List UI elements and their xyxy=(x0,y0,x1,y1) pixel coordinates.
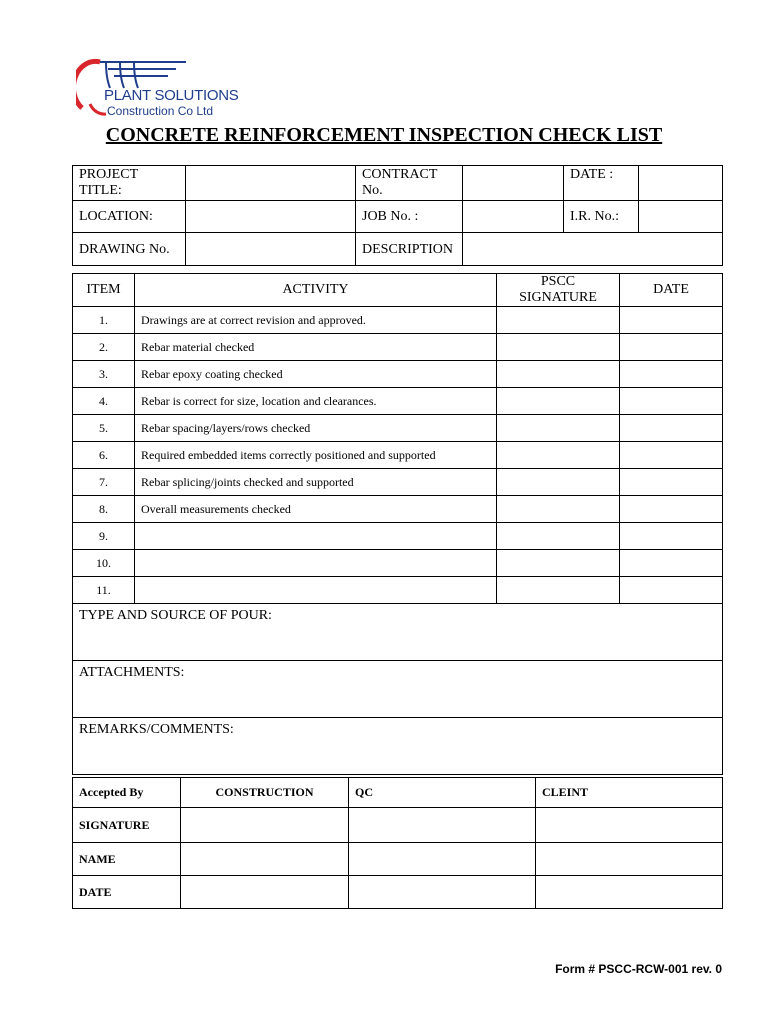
ir-no-label: I.R. No.: xyxy=(564,201,639,233)
signature-cell[interactable] xyxy=(497,469,620,496)
drawing-no-field[interactable] xyxy=(186,233,356,266)
signature-cell[interactable] xyxy=(497,523,620,550)
qc-name-field[interactable] xyxy=(349,843,536,876)
contract-no-field[interactable] xyxy=(463,166,564,201)
signature-cell[interactable] xyxy=(497,334,620,361)
date-cell[interactable] xyxy=(620,469,723,496)
date-field[interactable] xyxy=(639,166,723,201)
signature-label: SIGNATURE xyxy=(73,808,181,843)
qc-signature-field[interactable] xyxy=(349,808,536,843)
table-row xyxy=(73,523,723,550)
checklist-table xyxy=(72,273,723,775)
item-number: 11. xyxy=(73,577,135,604)
project-title-field[interactable] xyxy=(186,166,356,201)
project-title-label: PROJECT TITLE: xyxy=(73,166,186,201)
item-number: 9. xyxy=(73,523,135,550)
contract-no-label: CONTRACT No. xyxy=(356,166,463,201)
item-number: 2. xyxy=(73,334,135,361)
signature-cell[interactable] xyxy=(497,307,620,334)
date-cell[interactable] xyxy=(620,442,723,469)
job-no-label: JOB No. : xyxy=(356,201,463,233)
location-field[interactable] xyxy=(186,201,356,233)
qc-header: QC xyxy=(349,778,536,808)
signature-cell[interactable] xyxy=(497,550,620,577)
location-label: LOCATION: xyxy=(73,201,186,233)
item-number: 10. xyxy=(73,550,135,577)
item-number: 7. xyxy=(73,469,135,496)
item-number: 8. xyxy=(73,496,135,523)
attachments-field[interactable]: ATTACHMENTS: xyxy=(73,661,723,718)
date-cell[interactable] xyxy=(620,307,723,334)
item-number: 1. xyxy=(73,307,135,334)
activity-text: Required embedded items correctly positioned and supported xyxy=(135,442,497,469)
activity-text: Rebar splicing/joints checked and supported xyxy=(135,469,497,496)
date-cell[interactable] xyxy=(620,496,723,523)
table-row xyxy=(73,361,723,388)
item-number: 4. xyxy=(73,388,135,415)
date-cell[interactable] xyxy=(620,550,723,577)
accepted-by-label: Accepted By xyxy=(73,778,181,808)
project-info-table xyxy=(72,165,723,266)
item-number: 3. xyxy=(73,361,135,388)
activity-text: Drawings are at correct revision and approved. xyxy=(135,307,497,334)
construction-signature-field[interactable] xyxy=(181,808,349,843)
drawing-no-label: DRAWING No. xyxy=(73,233,186,266)
signature-cell[interactable] xyxy=(497,361,620,388)
item-number: 6. xyxy=(73,442,135,469)
job-no-field[interactable] xyxy=(463,201,564,233)
date-label: DATE : xyxy=(564,166,639,201)
construction-name-field[interactable] xyxy=(181,843,349,876)
client-header: CLEINT xyxy=(536,778,723,808)
acceptance-table xyxy=(72,777,723,909)
activity-text[interactable] xyxy=(135,577,497,604)
type-source-of-pour-field[interactable]: TYPE AND SOURCE OF POUR: xyxy=(73,604,723,661)
date-cell[interactable] xyxy=(620,523,723,550)
construction-header: CONSTRUCTION xyxy=(181,778,349,808)
qc-date-field[interactable] xyxy=(349,876,536,909)
date-label: DATE xyxy=(73,876,181,909)
table-row xyxy=(73,388,723,415)
activity-text[interactable] xyxy=(135,550,497,577)
signature-cell[interactable] xyxy=(497,496,620,523)
table-row xyxy=(73,577,723,604)
client-date-field[interactable] xyxy=(536,876,723,909)
logo-name: PLANT SOLUTIONS xyxy=(104,87,239,104)
client-name-field[interactable] xyxy=(536,843,723,876)
table-row xyxy=(73,307,723,334)
activity-text: Overall measurements checked xyxy=(135,496,497,523)
construction-date-field[interactable] xyxy=(181,876,349,909)
table-row xyxy=(73,415,723,442)
item-number: 5. xyxy=(73,415,135,442)
signature-header: PSCC SIGNATURE xyxy=(497,274,620,307)
activity-text: Rebar material checked xyxy=(135,334,497,361)
table-row xyxy=(73,496,723,523)
date-cell[interactable] xyxy=(620,361,723,388)
ir-no-field[interactable] xyxy=(639,201,723,233)
description-label: DESCRIPTION xyxy=(356,233,463,266)
table-row xyxy=(73,442,723,469)
logo-subtitle: Construction Co Ltd xyxy=(107,104,214,118)
table-row xyxy=(73,550,723,577)
name-label: NAME xyxy=(73,843,181,876)
table-row xyxy=(73,334,723,361)
signature-cell[interactable] xyxy=(497,388,620,415)
item-header: ITEM xyxy=(73,274,135,307)
page-title: CONCRETE REINFORCEMENT INSPECTION CHECK LIST xyxy=(105,124,663,146)
date-cell[interactable] xyxy=(620,415,723,442)
activity-text: Rebar is correct for size, location and clearances. xyxy=(135,388,497,415)
company-logo xyxy=(76,58,246,122)
client-signature-field[interactable] xyxy=(536,808,723,843)
date-cell[interactable] xyxy=(620,388,723,415)
activity-text: Rebar spacing/layers/rows checked xyxy=(135,415,497,442)
signature-cell[interactable] xyxy=(497,415,620,442)
date-cell[interactable] xyxy=(620,577,723,604)
table-row xyxy=(73,469,723,496)
activity-header: ACTIVITY xyxy=(135,274,497,307)
date-cell[interactable] xyxy=(620,334,723,361)
remarks-comments-field[interactable]: REMARKS/COMMENTS: xyxy=(73,718,723,775)
form-number: Form # PSCC-RCW-001 rev. 0 xyxy=(555,962,722,976)
activity-text: Rebar epoxy coating checked xyxy=(135,361,497,388)
date-header: DATE xyxy=(620,274,723,307)
description-field[interactable] xyxy=(463,233,723,266)
activity-text[interactable] xyxy=(135,523,497,550)
signature-cell[interactable] xyxy=(497,442,620,469)
signature-cell[interactable] xyxy=(497,577,620,604)
